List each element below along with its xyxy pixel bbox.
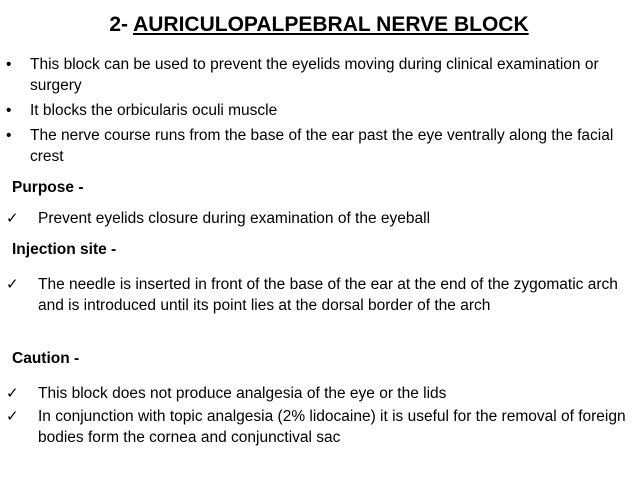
intro-bullet-list — [0, 54, 630, 171]
bullet-icon: • — [6, 56, 12, 73]
check-item — [0, 383, 630, 404]
bullet-text: It blocks the orbicularis oculi muscle — [30, 102, 278, 119]
check-text: In conjunction with topic analgesia (2% lidocaine) it is useful for the removal of foreign bodies form the cornea and conjunctival sac — [38, 408, 626, 446]
injection-site-heading: Injection site - — [12, 241, 117, 258]
title-number: 2- — [109, 13, 134, 36]
purpose-list — [0, 208, 630, 231]
check-icon: ✓ — [6, 407, 19, 425]
check-text: Prevent eyelids closure during examination of the eyeball — [38, 210, 431, 227]
check-icon: ✓ — [6, 384, 19, 402]
purpose-heading: Purpose - — [12, 179, 84, 196]
check-item — [0, 208, 630, 229]
check-text: The needle is inserted in front of the base of the ear at the end of the zygomatic arch and is introduced until its point lies at the dorsal border of the arch — [38, 276, 618, 314]
bullet-text: This block can be used to prevent the eyelids moving during clinical examination or surgery — [30, 56, 599, 94]
slide-title — [0, 12, 638, 38]
bullet-text: The nerve course runs from the base of the ear past the eye ventrally along the facial crest — [30, 127, 614, 165]
check-item — [0, 274, 630, 316]
caution-heading: Caution - — [12, 350, 80, 367]
bullet-icon: • — [6, 102, 12, 119]
check-item — [0, 406, 630, 448]
check-text: This block does not produce analgesia of the eye or the lids — [38, 385, 447, 402]
injection-site-list — [0, 274, 630, 318]
bullet-item — [0, 100, 630, 121]
check-icon: ✓ — [6, 209, 19, 227]
check-icon: ✓ — [6, 275, 19, 293]
bullet-item — [0, 125, 630, 167]
bullet-item — [0, 54, 630, 96]
bullet-icon: • — [6, 127, 12, 144]
title-text: AURICULOPALPEBRAL NERVE BLOCK — [133, 13, 529, 36]
caution-list — [0, 383, 630, 450]
